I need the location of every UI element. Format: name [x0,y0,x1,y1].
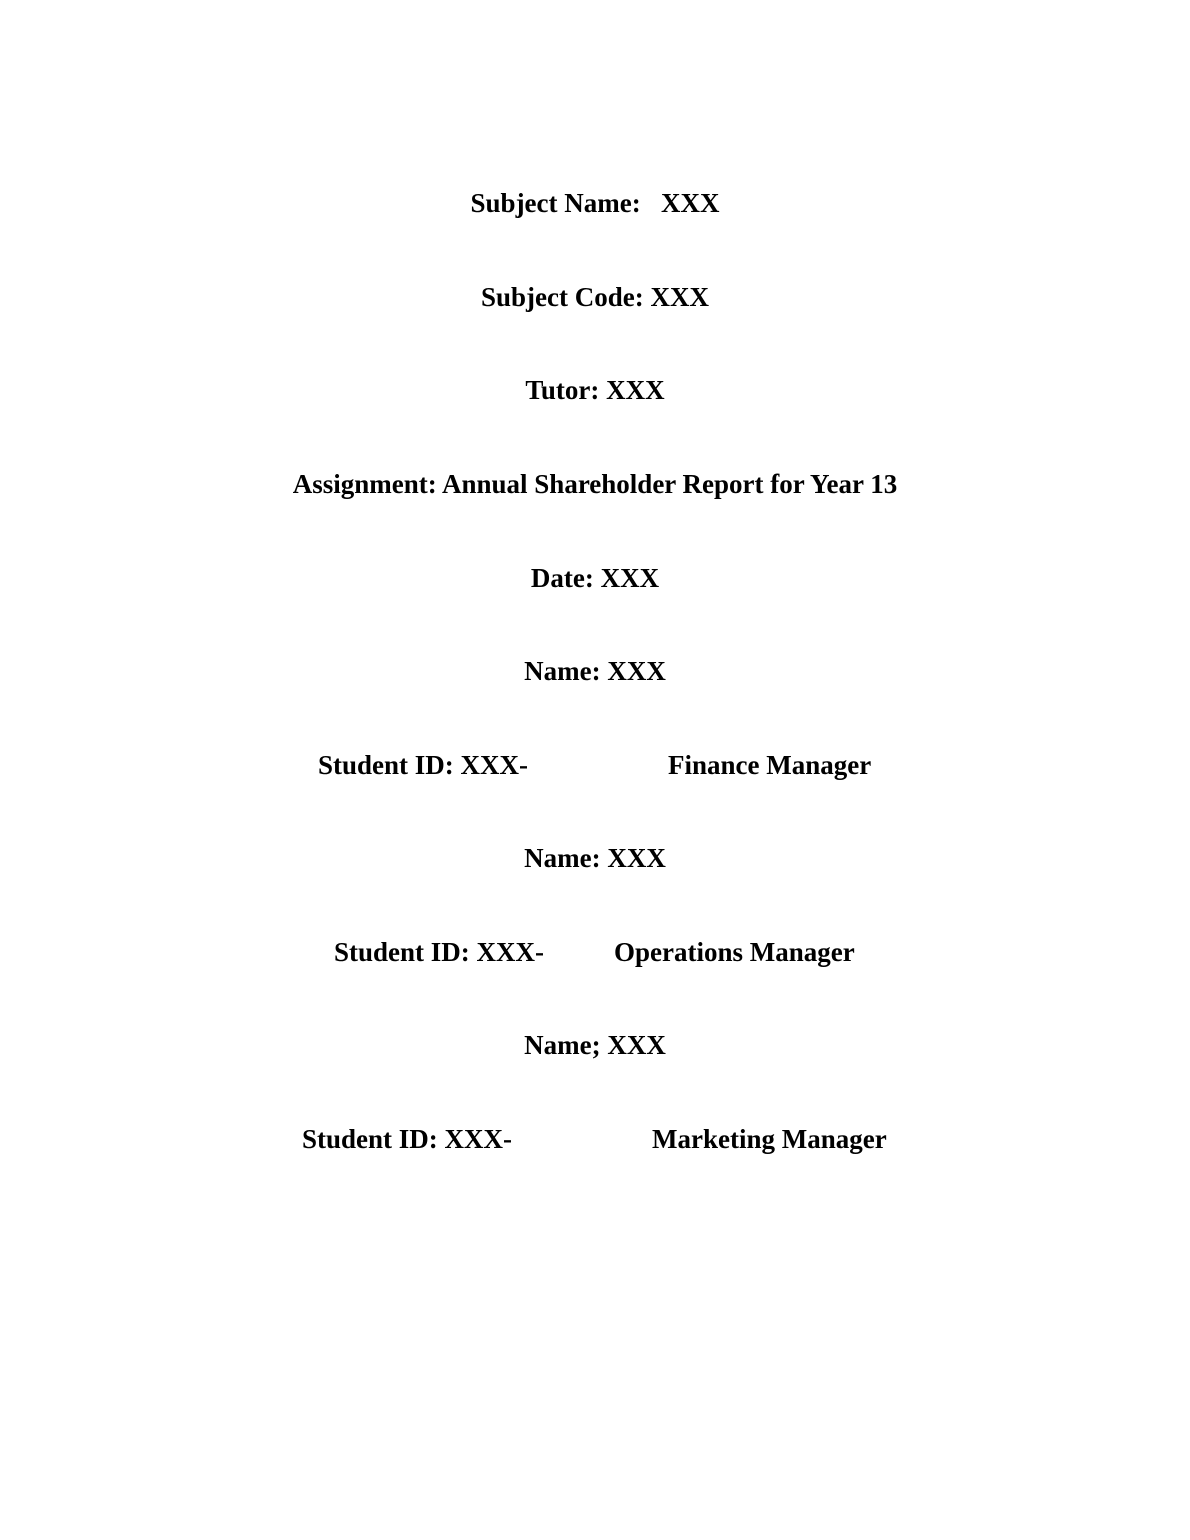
member-2-role: Operations Manager [614,937,855,967]
member-3-student-id: Student ID: XXX- [302,1124,513,1154]
member-3-role: Marketing Manager [652,1124,887,1154]
assignment-title: Assignment: Annual Shareholder Report for Year 13 [292,469,898,499]
subject-name: Subject Name: XXX [470,188,720,218]
member-1-name: Name: XXX [524,656,666,686]
date: Date: XXX [530,563,660,593]
member-1-role: Finance Manager [668,750,872,780]
member-2-student-id: Student ID: XXX- [334,937,545,967]
member-2-name: Name: XXX [524,843,666,873]
subject-code: Subject Code: XXX [481,282,709,312]
tutor: Tutor: XXX [525,375,665,405]
member-3-name: Name; XXX [524,1030,666,1060]
member-1-student-id: Student ID: XXX- [318,750,529,780]
